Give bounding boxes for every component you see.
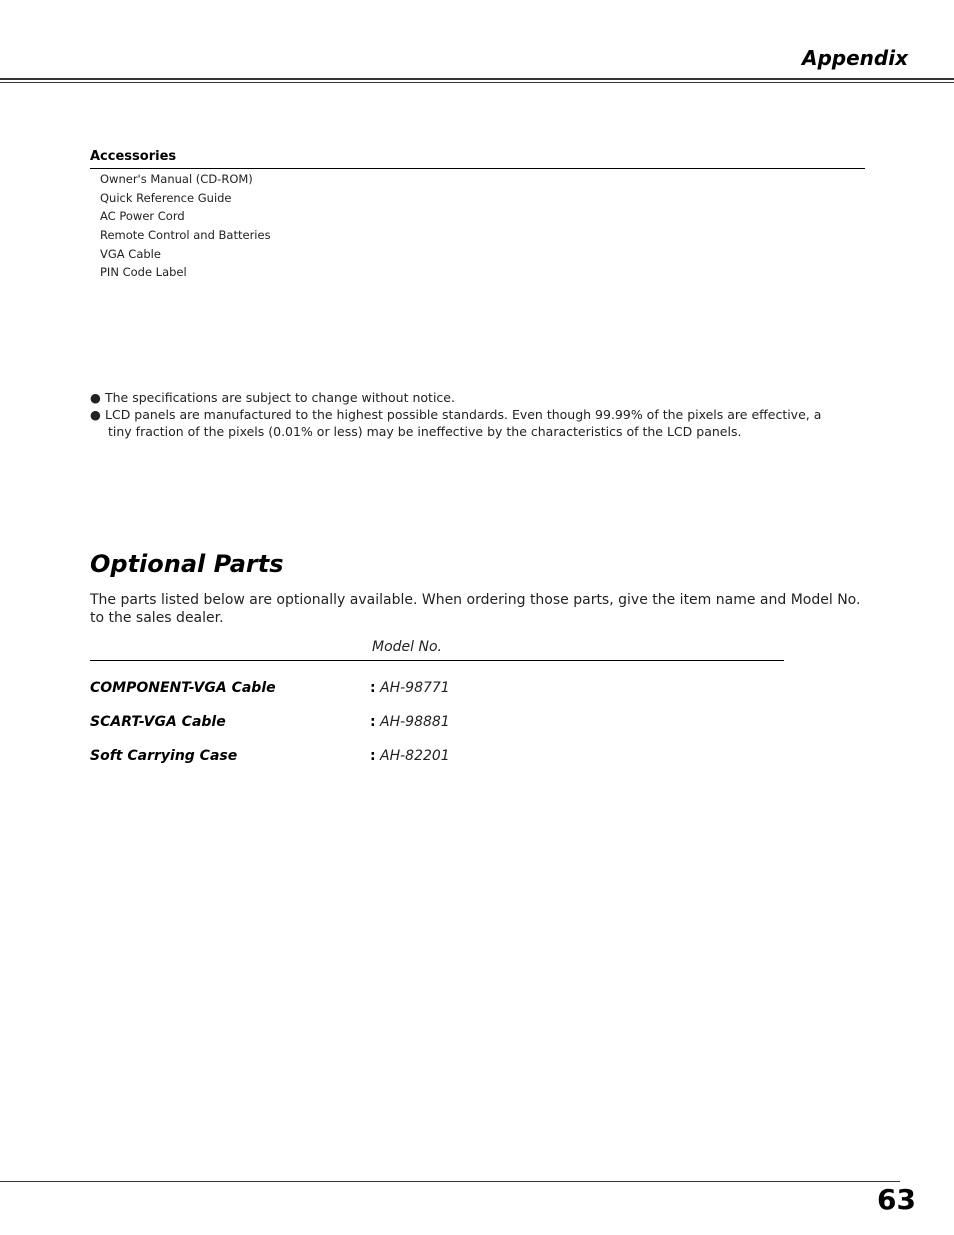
- bullet-icon: ●: [90, 406, 101, 422]
- header-rule-thin: [0, 82, 954, 83]
- list-item: PIN Code Label: [100, 265, 187, 280]
- notes: [90, 390, 870, 440]
- note-text: The specifications are subject to change without notice.: [105, 390, 455, 405]
- model-no-header: Model No.: [372, 639, 442, 655]
- parts-table-rule: [90, 660, 784, 661]
- note-text-continued: tiny fraction of the pixels (0.01% or less) may be ineffective by the characteristics of the LCD panels.: [108, 423, 742, 439]
- accessories-rule: [90, 168, 865, 169]
- bullet-icon: ●: [90, 390, 101, 405]
- section-label: Appendix: [802, 46, 908, 70]
- part-name: SCART-VGA Cable: [90, 714, 226, 730]
- table-row: [90, 714, 790, 734]
- model-number: AH-98881: [380, 714, 450, 730]
- header-rule: [0, 78, 954, 80]
- list-item: Remote Control and Batteries: [100, 228, 271, 243]
- part-name: COMPONENT-VGA Cable: [90, 680, 276, 696]
- note-item: [90, 407, 870, 441]
- list-item: VGA Cable: [100, 246, 161, 261]
- model-number: AH-98771: [380, 680, 450, 696]
- footer-rule: [0, 1181, 900, 1182]
- accessories-list: [100, 170, 271, 282]
- part-name: Soft Carrying Case: [90, 748, 238, 764]
- list-item: Owner's Manual (CD-ROM): [100, 172, 253, 186]
- page-number: 63: [877, 1183, 916, 1216]
- page-title: Optional Parts: [90, 550, 284, 578]
- model-number: AH-82201: [380, 748, 450, 764]
- table-row: [90, 680, 790, 700]
- list-item: Quick Reference Guide: [100, 190, 232, 205]
- note-item: [90, 390, 870, 407]
- separator: :: [370, 714, 376, 730]
- separator: :: [370, 680, 376, 696]
- accessories-heading: Accessories: [90, 149, 177, 164]
- list-item: AC Power Cord: [100, 209, 185, 224]
- separator: :: [370, 748, 376, 764]
- note-text: LCD panels are manufactured to the highest possible standards. Even though 99.99% of the pixels are effective, a: [105, 406, 822, 422]
- intro-paragraph: The parts listed below are optionally available. When ordering those parts, give the item name and Model No. to the sales dealer.: [90, 592, 861, 626]
- table-row: [90, 748, 790, 768]
